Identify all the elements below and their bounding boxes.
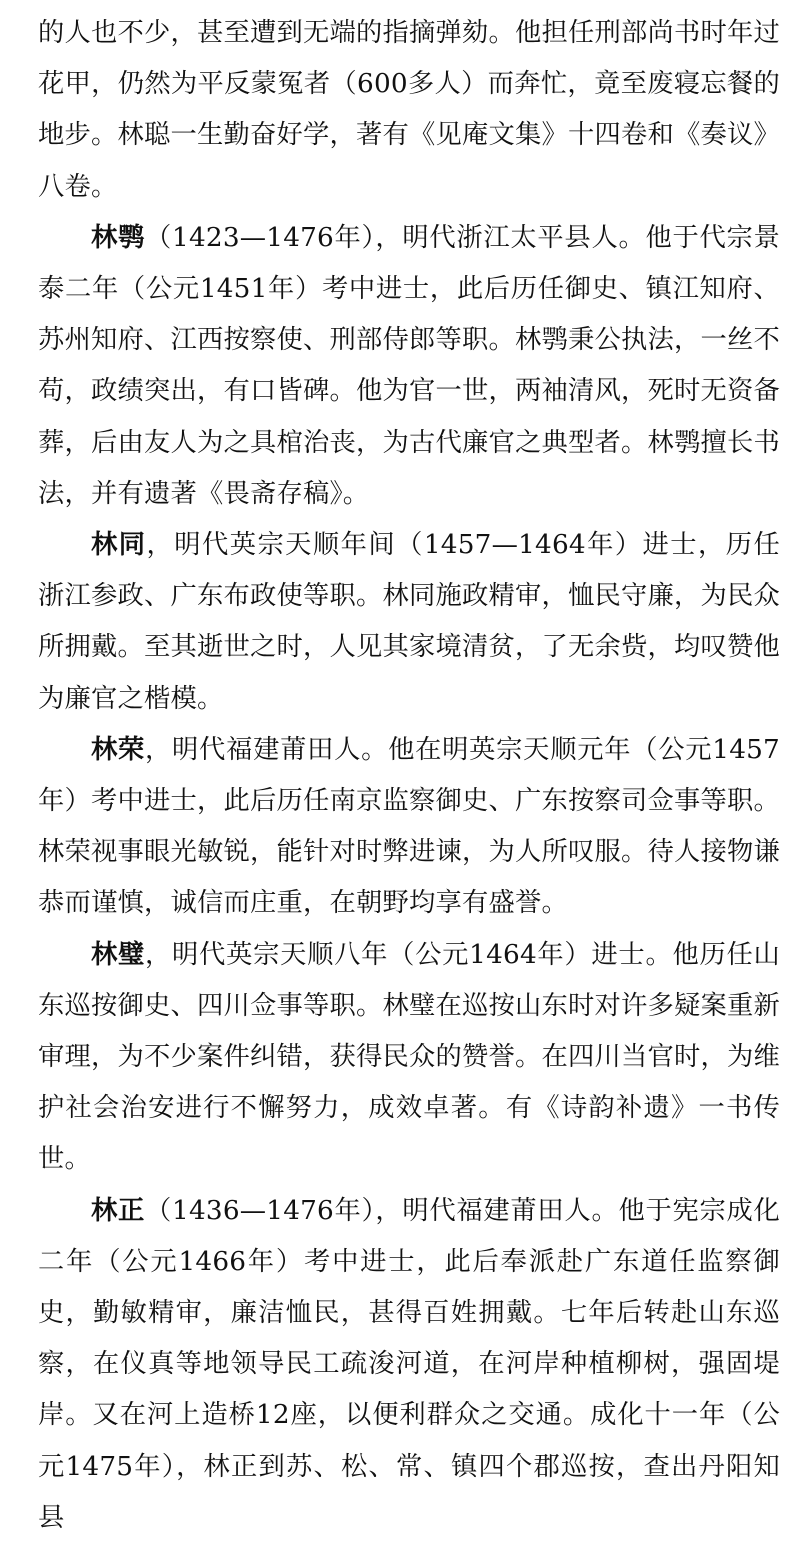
document-page — [38, 8, 780, 1544]
paragraph-lin-bi — [38, 930, 780, 1186]
person-name: 林鹗 — [91, 222, 146, 253]
paragraph-text: 的人也不少，甚至遭到无端的指摘弹劾。他担任刑部尚书时年过花甲，仍然为平反蒙冤者（600多人）而奔忙，竟至废寝忘餐的地步。林聪一生勤奋好学，著有《见庵文集》十四卷和《奏议》八卷。 — [38, 18, 780, 202]
paragraph-continuation — [38, 8, 780, 213]
paragraph-text: （1436—1476年），明代福建莆田人。他于宪宗成化二年（公元1466年）考中进士，此后奉派赴广东道任监察御史，勤敏精审，廉洁恤民，甚得百姓拥戴。七年后转赴山东巡察，在仪真等地领导民工疏浚河道，在河岸种植柳树，强固堤岸。又在河上造桥12座，以便利群众之交通。成化十一年（公元1475年），林正到苏、松、常、镇四个郡巡按，查出丹阳知县 — [38, 1195, 780, 1533]
person-name: 林同 — [91, 530, 147, 561]
person-name: 林荣 — [91, 734, 146, 765]
paragraph-lin-e — [38, 213, 780, 520]
paragraph-text: ，明代英宗天顺八年（公元1464年）进士。他历任山东巡按御史、四川佥事等职。林璧在巡按山东时对许多疑案重新审理，为不少案件纠错，获得民众的赞誉。在四川当官时，为维护社会治安进行不懈努力，成效卓著。有《诗韵补遗》一书传世。 — [38, 939, 780, 1175]
person-name: 林正 — [91, 1195, 146, 1226]
paragraph-text: （1423—1476年），明代浙江太平县人。他于代宗景泰二年（公元1451年）考中进士，此后历任御史、镇江知府、苏州知府、江西按察使、刑部侍郎等职。林鹗秉公执法，一丝不苟，政绩突出，有口皆碑。他为官一世，两袖清风，死时无资备葬，后由友人为之具棺治丧，为古代廉官之典型者。林鹗擅长书法，并有遗著《畏斋存稿》。 — [38, 222, 780, 509]
paragraph-lin-zheng — [38, 1186, 780, 1544]
paragraph-lin-rong — [38, 725, 780, 930]
paragraph-text: ，明代福建莆田人。他在明英宗天顺元年（公元1457年）考中进士，此后历任南京监察御史、广东按察司佥事等职。林荣视事眼光敏锐，能针对时弊进谏，为人所叹服。待人接物谦恭而谨慎，诚信而庄重，在朝野均享有盛誉。 — [38, 734, 780, 919]
paragraph-text: ，明代英宗天顺年间（1457—1464年）进士，历任浙江参政、广东布政使等职。林同施政精审，恤民守廉，为民众所拥戴。至其逝世之时，人见其家境清贫，了无余赀，均叹赞他为廉官之楷模。 — [38, 530, 780, 714]
paragraph-lin-tong — [38, 520, 780, 725]
person-name: 林璧 — [91, 939, 146, 970]
